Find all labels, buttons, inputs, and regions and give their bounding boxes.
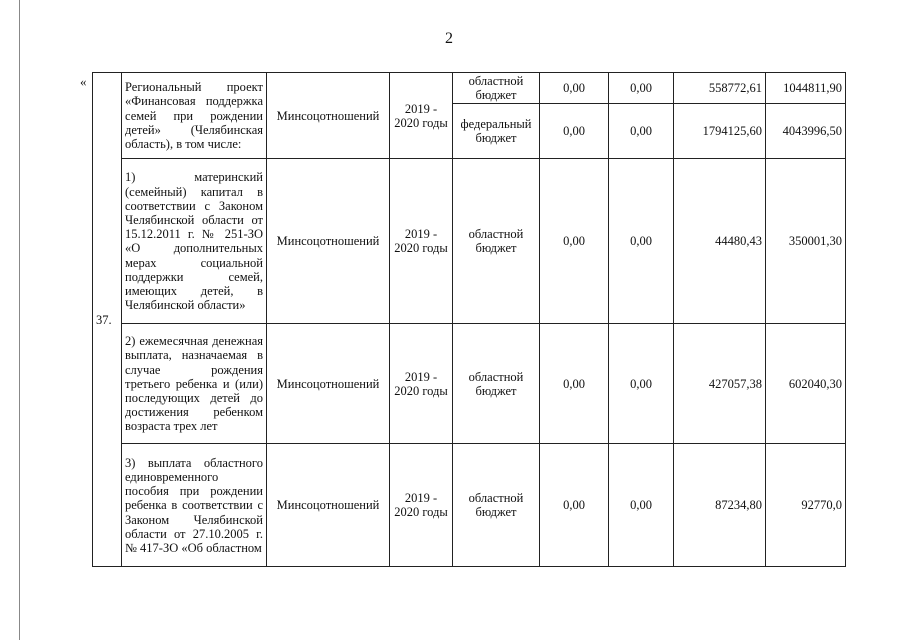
table-row [93, 159, 846, 324]
value-cell: 0,00 [609, 73, 674, 104]
value-cell: 0,00 [540, 444, 609, 567]
value-cell: 558772,61 [674, 73, 766, 104]
funding-source: областной бюджет [453, 159, 540, 324]
value-cell: 44480,43 [674, 159, 766, 324]
item-name: 2) ежемесячная денежная выплата, назначаемая в случае рождения третьего ребенка и (или) последующих детей до достижения ребенком возраста трех лет [122, 324, 267, 444]
project-executor: Минсоцотношений [267, 73, 390, 159]
item-period: 2019 - 2020 годы [390, 324, 453, 444]
value-cell: 1794125,60 [674, 104, 766, 159]
item-period: 2019 - 2020 годы [390, 444, 453, 567]
funding-source: областной бюджет [453, 444, 540, 567]
value-cell: 0,00 [540, 73, 609, 104]
value-cell: 1044811,90 [766, 73, 846, 104]
opening-quote: « [80, 74, 87, 89]
table-row [93, 73, 846, 104]
table-row [93, 324, 846, 444]
item-name: 1) материнский (семейный) капитал в соответствии с Законом Челябинской области от 15.12.2011 г. № 251-ЗО «О дополнительных мерах социальной поддержки семей, имеющих детей, в Челябинской области» [122, 159, 267, 324]
value-cell: 427057,38 [674, 324, 766, 444]
value-cell: 0,00 [540, 104, 609, 159]
value-cell: 87234,80 [674, 444, 766, 567]
value-cell: 4043996,50 [766, 104, 846, 159]
value-cell: 92770,0 [766, 444, 846, 567]
value-cell: 0,00 [609, 324, 674, 444]
item-executor: Минсоцотношений [267, 159, 390, 324]
table-row [93, 444, 846, 567]
value-cell: 0,00 [609, 159, 674, 324]
value-cell: 350001,30 [766, 159, 846, 324]
funding-source: областной бюджет [453, 324, 540, 444]
project-period: 2019 - 2020 годы [390, 73, 453, 159]
funding-source: федеральный бюджет [453, 104, 540, 159]
item-executor: Минсоцотношений [267, 444, 390, 567]
item-executor: Минсоцотношений [267, 324, 390, 444]
value-cell: 0,00 [609, 444, 674, 567]
scan-left-edge [19, 0, 20, 640]
value-cell: 602040,30 [766, 324, 846, 444]
item-name: 3) выплата областного единовременного пособия при рождении ребенка в соответствии с Законом Челябинской области от 27.10.2005 г. № 417-ЗО «Об областном [122, 444, 267, 567]
value-cell: 0,00 [540, 159, 609, 324]
row-number: 37. [93, 73, 122, 567]
value-cell: 0,00 [609, 104, 674, 159]
project-name: Региональный проект «Финансовая поддержка семей при рождении детей» (Челябинская область), в том числе: [122, 73, 267, 159]
value-cell: 0,00 [540, 324, 609, 444]
item-period: 2019 - 2020 годы [390, 159, 453, 324]
page-number: 2 [445, 30, 453, 47]
funding-source: областной бюджет [453, 73, 540, 104]
budget-table [92, 72, 846, 567]
